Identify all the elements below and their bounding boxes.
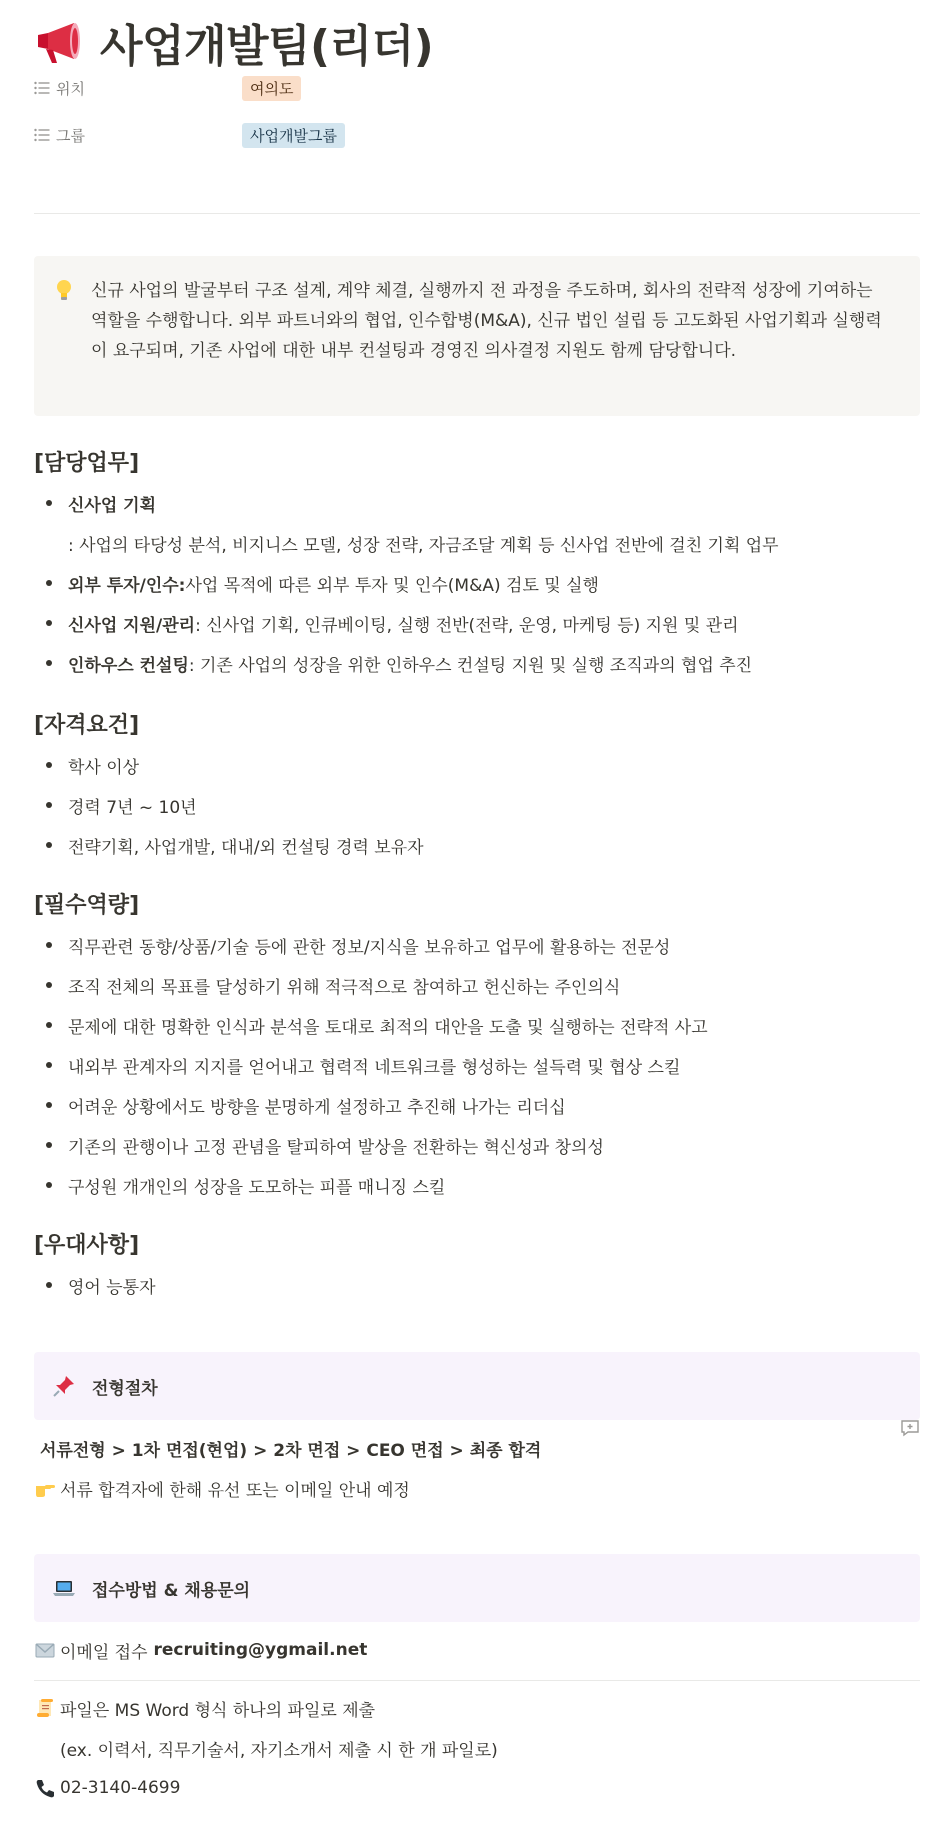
list-item: 인하우스 컨설팅 : 기존 사업의 성장을 위한 인하우스 컨설팅 지원 및 실행 조직과의 협업 추진 — [34, 648, 752, 678]
megaphone-icon — [34, 19, 86, 65]
competencies-heading: [필수역량] — [34, 893, 140, 918]
list-item: 신사업 기획 — [34, 488, 156, 518]
property-group[interactable] — [34, 119, 634, 151]
apply-callout — [34, 1554, 920, 1622]
list-icon — [34, 81, 50, 95]
apply-heading: 접수방법 & 채용문의 — [92, 1580, 251, 1601]
intro-callout — [34, 256, 920, 416]
list-item: 구성원 개개인의 성장을 도모하는 피플 매니징 스킬 — [34, 1170, 445, 1200]
property-location[interactable] — [34, 72, 634, 104]
envelope-icon — [34, 1639, 56, 1661]
divider — [34, 213, 920, 214]
process-steps: 서류전형 > 1차 면접(현업) > 2차 면접 > CEO 면접 > 최종 합격 — [40, 1440, 542, 1461]
page-header — [34, 12, 433, 72]
duty-sub-text: : 사업의 타당성 분석, 비지니스 모델, 성장 전략, 자금조달 계획 등 신사업 전반에 걸친 기획 업무 — [68, 535, 779, 556]
duties-heading: [담당업무] — [34, 451, 140, 476]
list-icon — [34, 128, 50, 142]
laptop-icon — [52, 1576, 76, 1600]
lightbulb-icon — [54, 278, 74, 302]
page-title: 사업개발팀(리더) — [100, 21, 434, 72]
property-label: 그룹 — [56, 126, 85, 145]
list-item: 영어 능통자 — [34, 1270, 156, 1300]
list-item: 전략기획, 사업개발, 대내/외 컨설팅 경력 보유자 — [34, 830, 424, 860]
apply-email: 이메일 접수 recruiting@ygmail.net — [34, 1635, 367, 1665]
list-item: 학사 이상 — [34, 750, 139, 780]
list-item: 외부 투자/인수: 사업 목적에 따른 외부 투자 및 인수(M&A) 검토 및 실행 — [34, 568, 599, 598]
list-item: 경력 7년 ~ 10년 — [34, 790, 197, 820]
comment-icon[interactable] — [900, 1419, 920, 1437]
qualifications-heading: [자격요건] — [34, 713, 140, 738]
process-note: 서류 합격자에 한해 유선 또는 이메일 안내 예정 — [34, 1473, 410, 1503]
phone-icon — [34, 1777, 56, 1799]
intro-text: 신규 사업의 발굴부터 구조 설계, 계약 체결, 실행까지 전 과정을 주도하며, 회사의 전략적 성장에 기여하는 역할을 수행합니다. 외부 파트너와의 협업, 인수합병(M&A), 신규 법인 설립 등 고도화된 사업기획과 실행력이 요구되며, 기존 사업에 대한 내부 컨설팅과 경영진 의사결정 지원도 함께 담당합니다. — [91, 281, 882, 361]
location-tag[interactable]: 여의도 — [242, 76, 301, 101]
pointing-hand-icon — [34, 1477, 56, 1499]
scroll-icon — [34, 1697, 56, 1719]
list-item: 조직 전체의 목표를 달성하기 위해 적극적으로 참여하고 헌신하는 주인의식 — [34, 970, 620, 1000]
list-item: 기존의 관행이나 고정 관념을 탈피하여 발상을 전환하는 혁신성과 창의성 — [34, 1130, 604, 1160]
process-callout — [34, 1352, 920, 1420]
pushpin-icon — [52, 1374, 76, 1398]
preferred-heading: [우대사항] — [34, 1233, 140, 1258]
list-item: 문제에 대한 명확한 인식과 분석을 토대로 최적의 대안을 도출 및 실행하는 전략적 사고 — [34, 1010, 708, 1040]
list-item: 어려운 상황에서도 방향을 분명하게 설정하고 추진해 나가는 리더십 — [34, 1090, 566, 1120]
apply-file-example: (ex. 이력서, 직무기술서, 자기소개서 제출 시 한 개 파일로) — [60, 1740, 498, 1761]
email-link[interactable]: recruiting@ygmail.net — [153, 1640, 368, 1660]
apply-file-note: 파일은 MS Word 형식 하나의 파일로 제출 — [34, 1693, 375, 1723]
divider — [34, 1680, 920, 1681]
apply-phone — [34, 1773, 180, 1803]
process-heading: 전형절차 — [92, 1378, 158, 1399]
list-item: 내외부 관계자의 지지를 얻어내고 협력적 네트워크를 형성하는 설득력 및 협상 스킬 — [34, 1050, 680, 1080]
phone-number[interactable]: 02-3140-4699 — [60, 1778, 181, 1798]
group-tag[interactable]: 사업개발그룹 — [242, 123, 345, 148]
property-label: 위치 — [56, 79, 85, 98]
list-item: 신사업 지원/관리 : 신사업 기획, 인큐베이팅, 실행 전반(전략, 운영, 마케팅 등) 지원 및 관리 — [34, 608, 739, 638]
list-item: 직무관련 동향/상품/기술 등에 관한 정보/지식을 보유하고 업무에 활용하는 전문성 — [34, 930, 670, 960]
